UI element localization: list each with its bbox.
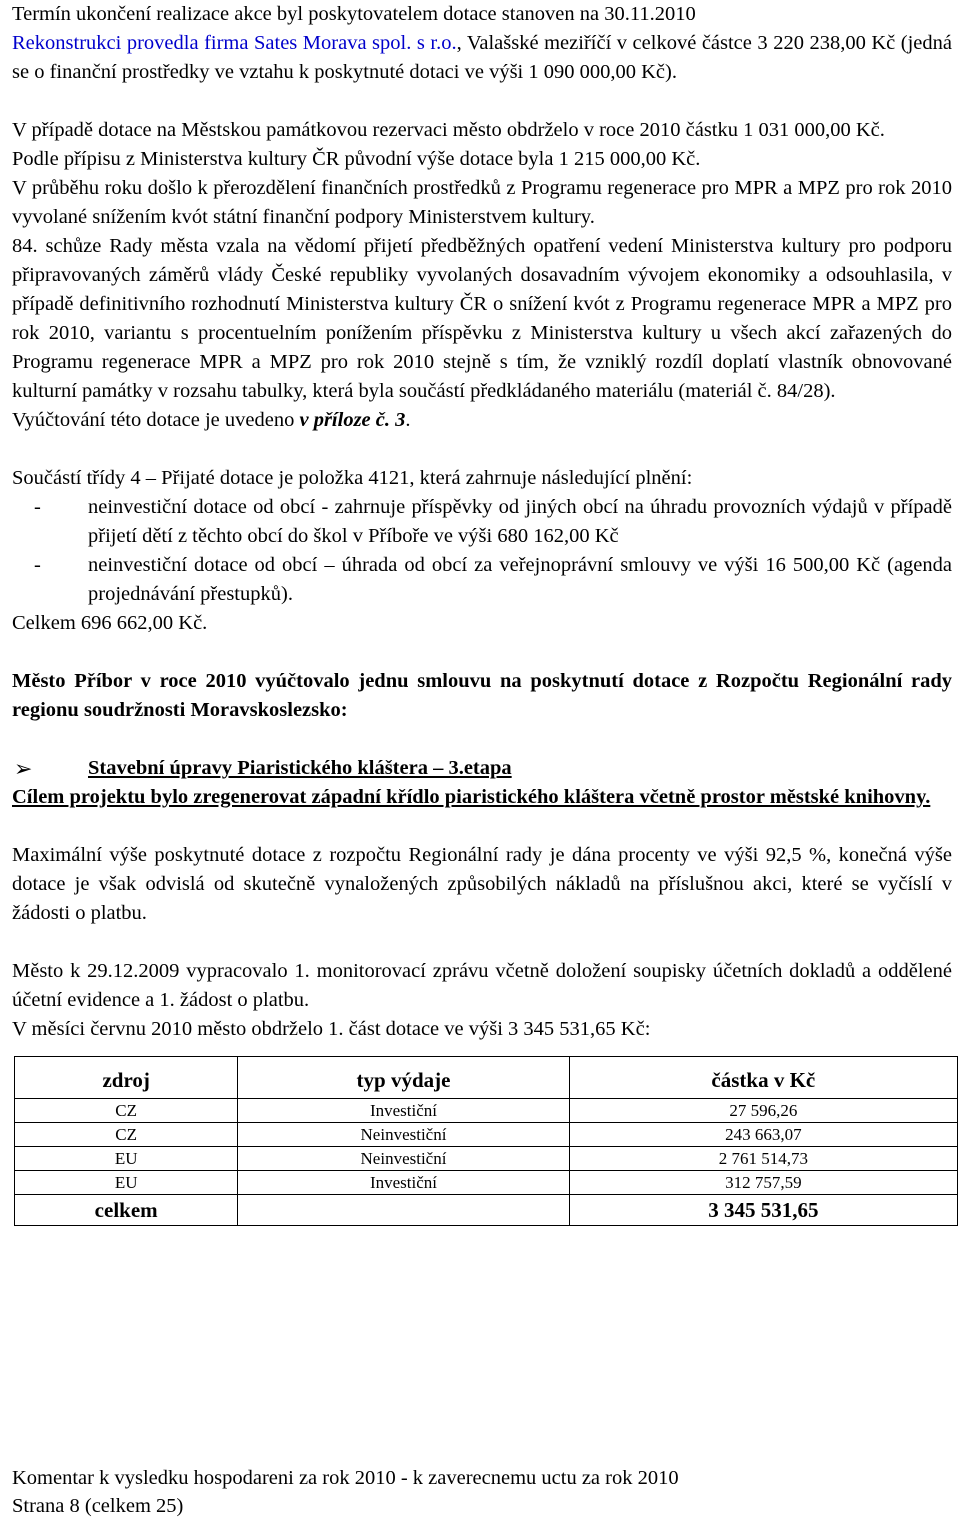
appendix-reference: v příloze č. 3 xyxy=(299,409,406,431)
project-goal: Cílem projektu bylo zregenerovat západní křídlo piaristického kláštera včetně prostor městské knihovny. xyxy=(12,786,931,808)
paragraph-monitoring-report: Město k 29.12.2009 vypracovalo 1. monitorovací zprávu včetně doložení soupisky účetních dokladů a oddělené účetní evidence a 1. žádost o platbu. xyxy=(12,960,952,1011)
contractor-location: , Valašské meziříčí v celkové částce xyxy=(456,32,752,54)
header-amount: částka v Kč xyxy=(569,1057,957,1099)
table-row xyxy=(15,1147,958,1171)
list-dash: - xyxy=(34,554,41,576)
table-total-row xyxy=(15,1195,958,1226)
contractor-amount: 3 220 238,00 Kč (jedná se o finanční prostředky ve vztahu k poskytnuté dotaci ve výši 1 090 000,00 Kč). xyxy=(12,32,953,83)
total-amount: 3 345 531,65 xyxy=(569,1195,957,1226)
cell-amount: 243 663,07 xyxy=(569,1123,957,1147)
cell-expense-type: Investiční xyxy=(238,1171,569,1195)
header-expense-type: typ výdaje xyxy=(238,1057,569,1099)
contractor-name: Rekonstrukci provedla firma Sates Morava spol. s r.o. xyxy=(12,32,457,54)
cell-amount: 312 757,59 xyxy=(569,1171,957,1195)
paragraph-council-decision: 84. schůze Rady města vzala na vědomí přijetí předběžných opatření vedení Ministerstva kultury pro podporu připravovaných záměrů vlády České republiky vyvolaných dosavadním vývojem ekonomiky a odsouhlasila, v případě definitivního rozhodnutí Ministerstva kultury ČR o snížení kvót z Programu regenerace MPR a MPZ pro rok 2010, variantu s procentuelním ponížením příspěvku z Ministerstva kultury u všech akcí zařazených do Programu regenerace MPR a MPZ pro rok 2010 stejně s tím, že vzniklý rozdíl doplatí vlastník obnovované kulturní památky v rozsahu tabulky, která byla součástí předkládaného materiálu (materiál č. 84/28). xyxy=(12,235,952,402)
paragraph-accounting-reference: Vyúčtování této dotace je uvedeno v příloze č. 3. xyxy=(12,409,411,431)
cell-expense-type: Neinvestiční xyxy=(238,1123,569,1147)
footer-title: Komentar k vysledku hospodareni za rok 2010 - k zaverecnemu uctu za rok 2010 xyxy=(12,1467,679,1489)
project-title: Stavební úpravy Piaristického kláštera – 3.etapa xyxy=(88,757,512,779)
footer-page-number: Strana 8 (celkem 25) xyxy=(12,1495,184,1517)
page-footer xyxy=(12,1464,679,1520)
list-item: - neinvestiční dotace od obcí – úhrada od obcí za veřejnoprávní smlouvy ve výši 16 500,00 Kč (agenda projednávání přestupků). xyxy=(12,551,952,609)
total-empty xyxy=(238,1195,569,1226)
cell-expense-type: Neinvestiční xyxy=(238,1147,569,1171)
cell-source: CZ xyxy=(15,1123,238,1147)
paragraph-mpr-grant: V případě dotace na Městskou památkovou rezervaci město obdrželo v roce 2010 částku 1 031 000,00 Kč. xyxy=(12,119,885,141)
table-row xyxy=(15,1099,958,1123)
table-row xyxy=(15,1123,958,1147)
total-label: celkem xyxy=(15,1195,238,1226)
grant-table xyxy=(14,1056,958,1226)
table-header-row xyxy=(15,1057,958,1099)
paragraph-first-payment: V měsíci červnu 2010 město obdrželo 1. část dotace ve výši 3 345 531,65 Kč: xyxy=(12,1018,651,1040)
paragraph-total: Celkem 696 662,00 Kč. xyxy=(12,612,208,634)
paragraph-class4: Součástí třídy 4 – Přijaté dotace je položka 4121, která zahrnuje následující plnění: xyxy=(12,467,693,489)
list-dash: - xyxy=(34,496,41,518)
paragraph-redistribution: V průběhu roku došlo k přerozdělení finančních prostředků z Programu regenerace pro MPR a MPZ pro rok 2010 vyvolané snížením kvót státní finanční podpory Ministerstvem kultury. xyxy=(12,177,952,228)
project-title-line xyxy=(12,754,952,783)
document-page xyxy=(12,0,952,1226)
cell-amount: 27 596,26 xyxy=(569,1099,957,1123)
cell-expense-type: Investiční xyxy=(238,1099,569,1123)
paragraph-max-grant: Maximální výše poskytnuté dotace z rozpočtu Regionální rady je dána procenty ve výši 92,5 %, konečná výše dotace je však odvislá od skutečně vynaložených způsobilých nákladů na příslušnou akci, které se vyčíslí v žádosti o platbu. xyxy=(12,844,952,924)
paragraph-completion-date: Termín ukončení realizace akce byl poskytovatelem dotace stanoven na 30.11.2010 xyxy=(12,3,696,25)
paragraph-contractor xyxy=(12,29,952,87)
cell-source: EU xyxy=(15,1171,238,1195)
cell-source: CZ xyxy=(15,1099,238,1123)
header-source: zdroj xyxy=(15,1057,238,1099)
section-heading: Město Příbor v roce 2010 vyúčtovalo jednu smlouvu na poskytnutí dotace z Rozpočtu Regionální rady regionu soudržnosti Moravskoslezsko: xyxy=(12,670,952,721)
grant-items-list xyxy=(12,493,952,609)
arrow-bullet-icon: ➢ xyxy=(14,756,33,781)
list-item: - neinvestiční dotace od obcí - zahrnuje příspěvky od jiných obcí na úhradu provozních výdajů v případě přijetí dětí z těchto obcí do škol v Příboře ve výši 680 162,00 Kč xyxy=(12,493,952,551)
cell-amount: 2 761 514,73 xyxy=(569,1147,957,1171)
cell-source: EU xyxy=(15,1147,238,1171)
paragraph-ministry-original: Podle přípisu z Ministerstva kultury ČR původní výše dotace byla 1 215 000,00 Kč. xyxy=(12,148,701,170)
table-row xyxy=(15,1171,958,1195)
